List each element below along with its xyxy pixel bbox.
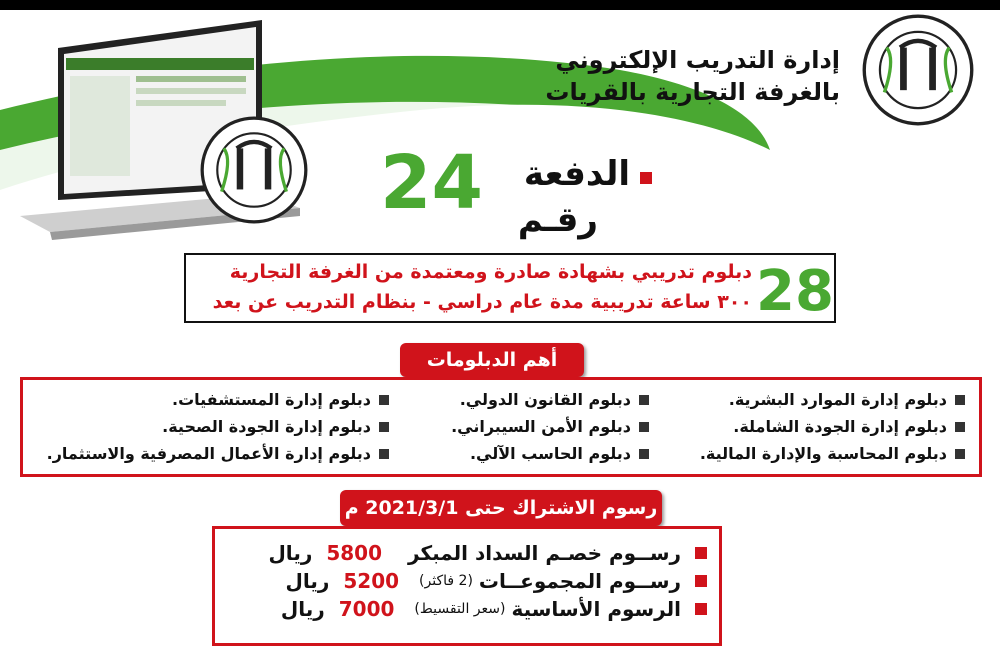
page-title: [440, 44, 840, 108]
diplomas-column-1: [700, 386, 965, 467]
list-item: دبلوم إدارة الموارد البشرية.: [700, 386, 965, 413]
list-item: دبلوم القانون الدولي.: [451, 386, 649, 413]
square-bullet-icon: [379, 449, 389, 459]
diplomas-heading: أهم الدبلومات: [400, 343, 584, 377]
batch-label: رقـم: [517, 200, 598, 240]
diplomas-list: [20, 377, 982, 477]
diploma-count: 28: [756, 259, 834, 324]
list-item: دبلوم الحاسب الآلي.: [451, 440, 649, 467]
fee-amount: 5800: [326, 541, 383, 565]
title-line-1: إدارة التدريب الإلكتروني: [555, 46, 840, 74]
fees-list: [212, 526, 722, 646]
square-bullet-icon: [955, 449, 965, 459]
fee-row: الرسوم الأساسية (سعر التقسيط) 7000 ريال: [281, 597, 681, 621]
list-item: دبلوم الأمن السيبراني.: [451, 413, 649, 440]
list-item: دبلوم إدارة المستشفيات.: [47, 386, 389, 413]
square-bullet-icon: [639, 449, 649, 459]
fee-amount: 7000: [338, 597, 395, 621]
batch-block: [370, 140, 670, 250]
fee-row: رســوم خصـم السداد المبكر 5800 ريال: [268, 541, 681, 565]
red-square-bullet-icon: [695, 547, 707, 559]
list-item: دبلوم المحاسبة والإدارة المالية.: [700, 440, 965, 467]
list-item: دبلوم إدارة الجودة الشاملة.: [700, 413, 965, 440]
red-square-bullet-icon: [695, 603, 707, 615]
intro-box: [184, 253, 836, 323]
title-line-2: بالغرفة التجارية بالقريات: [545, 78, 840, 106]
intro-line-2: ٣٠٠ ساعة تدريبية مدة عام دراسي - بنظام التدريب عن بعد: [212, 291, 752, 313]
square-bullet-icon: [379, 395, 389, 405]
square-bullet-icon: [639, 395, 649, 405]
diplomas-column-2: [451, 386, 649, 467]
chamber-logo-icon: [862, 14, 974, 126]
fee-amount: 5200: [343, 569, 400, 593]
red-square-bullet-icon: [695, 575, 707, 587]
square-bullet-icon: [955, 422, 965, 432]
square-bullet-icon: [955, 395, 965, 405]
chamber-seal-icon: [200, 116, 308, 224]
list-item: دبلوم إدارة الأعمال المصرفية والاستثمار.: [47, 440, 389, 467]
list-item: دبلوم إدارة الجودة الصحية.: [47, 413, 389, 440]
batch-number: 24: [380, 140, 483, 226]
diplomas-column-3: [47, 386, 389, 467]
batch-word: الدفعة: [523, 154, 630, 194]
square-bullet-icon: [379, 422, 389, 432]
fee-row: رســوم المجموعــات (2 فاكثر) 5200 ريال: [285, 569, 681, 593]
red-square-bullet-icon: [640, 172, 652, 184]
square-bullet-icon: [639, 422, 649, 432]
fees-heading: رسوم الاشتراك حتى 2021/3/1 م: [340, 490, 662, 526]
intro-line-1: دبلوم تدريبي بشهادة صادرة ومعتمدة من الغرفة التجارية: [229, 261, 752, 283]
